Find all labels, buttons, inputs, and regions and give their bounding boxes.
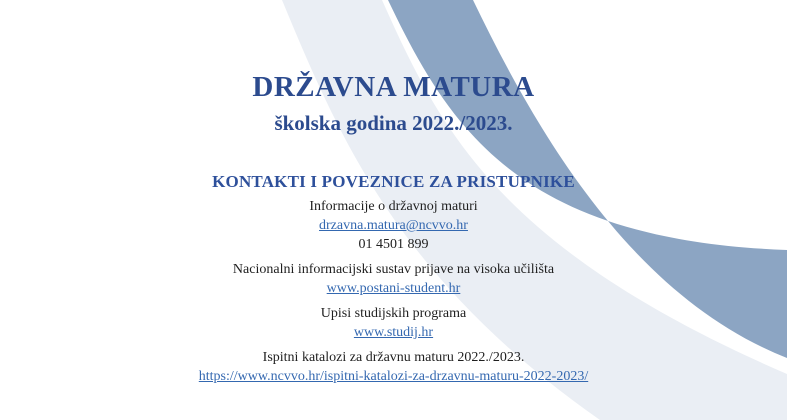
page-subtitle: školska godina 2022./2023. <box>274 111 513 135</box>
contact-label: Nacionalni informacijski sustav prijave na visoka učilišta <box>232 262 555 277</box>
contact-group-informacije <box>0 197 787 254</box>
contact-label: Upisi studijskih programa <box>320 306 467 321</box>
section-heading: KONTAKTI I POVEZNICE ZA PRISTUPNIKE <box>212 172 575 191</box>
page-title: DRŽAVNA MATURA <box>252 71 535 103</box>
contact-group-katalozi <box>0 348 787 386</box>
ispitni-katalozi-link[interactable]: https://www.ncvvo.hr/ispitni-katalozi-za-drzavnu-maturu-2022-2023/ <box>198 369 589 384</box>
contact-group-prijave <box>0 260 787 298</box>
contact-label: Informacije o državnoj maturi <box>309 199 478 214</box>
phone-number: 01 4501 899 <box>358 237 429 252</box>
email-link[interactable]: drzavna.matura@ncvvo.hr <box>319 218 468 233</box>
studij-link[interactable]: www.studij.hr <box>353 325 434 340</box>
contact-group-upisi <box>0 304 787 342</box>
postani-student-link[interactable]: www.postani-student.hr <box>326 281 461 296</box>
contact-label: Ispitni katalozi za državnu maturu 2022./2023. <box>262 350 525 365</box>
